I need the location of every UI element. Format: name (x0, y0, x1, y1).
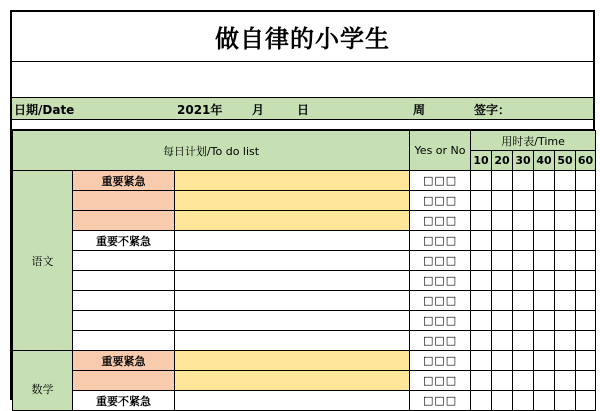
time-cell[interactable] (555, 391, 576, 411)
time-cell[interactable] (471, 331, 492, 351)
time-cell[interactable] (513, 391, 534, 411)
time-cell[interactable] (513, 331, 534, 351)
time-cell[interactable] (471, 171, 492, 191)
time-cell[interactable] (513, 211, 534, 231)
time-cell[interactable] (492, 231, 513, 251)
time-cell[interactable] (555, 311, 576, 331)
time-cell[interactable] (555, 371, 576, 391)
checkbox-cell[interactable]: □□□ (410, 271, 471, 291)
table-row (13, 371, 596, 391)
time-cell[interactable] (576, 291, 596, 311)
priority-cell[interactable] (73, 211, 175, 231)
priority-cell[interactable] (73, 291, 175, 311)
date-label: 日期/Date (14, 103, 75, 117)
page-title: 做自律的小学生 (12, 12, 593, 62)
time-cell[interactable] (555, 271, 576, 291)
yes-no-header: Yes or No (410, 131, 471, 171)
time-cell[interactable] (492, 251, 513, 271)
table-row (13, 311, 596, 331)
time-cell[interactable] (492, 271, 513, 291)
time-cell[interactable] (492, 371, 513, 391)
time-cell[interactable] (534, 391, 555, 411)
checkbox-cell[interactable]: □□□ (410, 331, 471, 351)
priority-cell[interactable] (73, 271, 175, 291)
time-cell[interactable] (513, 231, 534, 251)
time-cell[interactable] (555, 171, 576, 191)
table-row (13, 351, 596, 371)
checkbox-cell[interactable]: □□□ (410, 351, 471, 371)
time-cell[interactable] (513, 171, 534, 191)
minute-40: 40 (534, 151, 555, 171)
blank-row[interactable] (12, 62, 593, 98)
time-cell[interactable] (576, 171, 596, 191)
time-cell[interactable] (555, 211, 576, 231)
time-cell[interactable] (492, 311, 513, 331)
time-header: 用时表/Time (471, 131, 596, 151)
time-cell[interactable] (534, 231, 555, 251)
checkbox-cell[interactable]: □□□ (410, 291, 471, 311)
minute-60: 60 (576, 151, 596, 171)
time-cell[interactable] (513, 311, 534, 331)
todo-header: 每日计划/To do list (13, 131, 410, 171)
task-cell[interactable] (175, 351, 410, 371)
time-cell[interactable] (513, 251, 534, 271)
checkbox-cell[interactable]: □□□ (410, 391, 471, 411)
time-cell[interactable] (534, 211, 555, 231)
checkbox-cell[interactable]: □□□ (410, 191, 471, 211)
time-cell[interactable] (513, 371, 534, 391)
table-row (13, 191, 596, 211)
time-cell[interactable] (471, 351, 492, 371)
time-cell[interactable] (471, 291, 492, 311)
time-cell[interactable] (471, 211, 492, 231)
time-cell[interactable] (513, 271, 534, 291)
time-cell[interactable] (534, 371, 555, 391)
time-cell[interactable] (534, 251, 555, 271)
table-row (13, 391, 596, 411)
time-cell[interactable] (471, 311, 492, 331)
time-cell[interactable] (492, 291, 513, 311)
table-row (13, 271, 596, 291)
task-cell[interactable] (175, 171, 410, 191)
time-cell[interactable] (471, 391, 492, 411)
minute-30: 30 (513, 151, 534, 171)
time-cell[interactable] (513, 351, 534, 371)
time-cell[interactable] (534, 291, 555, 311)
task-cell[interactable] (175, 331, 410, 351)
time-cell[interactable] (492, 351, 513, 371)
year-label[interactable]: 2021年 (177, 103, 223, 117)
task-cell[interactable] (175, 251, 410, 271)
time-cell[interactable] (492, 211, 513, 231)
time-cell[interactable] (555, 351, 576, 371)
time-cell[interactable] (555, 191, 576, 211)
task-cell[interactable] (175, 291, 410, 311)
checkbox-cell[interactable]: □□□ (410, 371, 471, 391)
planner-sheet (10, 10, 595, 408)
time-cell[interactable] (576, 371, 596, 391)
time-cell[interactable] (471, 191, 492, 211)
time-cell[interactable] (576, 331, 596, 351)
date-row (12, 98, 593, 120)
priority-cell[interactable]: 重要不紧急 (73, 231, 175, 251)
time-cell[interactable] (576, 271, 596, 291)
table-row (13, 211, 596, 231)
priority-cell[interactable] (73, 371, 175, 391)
task-cell[interactable] (175, 271, 410, 291)
time-cell[interactable] (471, 371, 492, 391)
priority-cell[interactable] (73, 251, 175, 271)
time-cell[interactable] (534, 311, 555, 331)
task-cell[interactable] (175, 231, 410, 251)
time-cell[interactable] (534, 271, 555, 291)
task-cell[interactable] (175, 391, 410, 411)
time-cell[interactable] (576, 351, 596, 371)
time-cell[interactable] (576, 231, 596, 251)
time-cell[interactable] (513, 191, 534, 211)
checkbox-cell[interactable]: □□□ (410, 231, 471, 251)
time-cell[interactable] (534, 171, 555, 191)
time-cell[interactable] (555, 251, 576, 271)
task-cell[interactable] (175, 191, 410, 211)
time-cell[interactable] (492, 331, 513, 351)
priority-cell[interactable] (73, 311, 175, 331)
time-cell[interactable] (492, 191, 513, 211)
time-cell[interactable] (471, 271, 492, 291)
day-label[interactable]: 日 (297, 103, 310, 117)
time-cell[interactable] (555, 231, 576, 251)
subject-label: 语文 (13, 171, 73, 351)
table-row (13, 251, 596, 271)
task-cell[interactable] (175, 211, 410, 231)
minute-10: 10 (471, 151, 492, 171)
time-cell[interactable] (555, 331, 576, 351)
checkbox-cell[interactable]: □□□ (410, 211, 471, 231)
time-cell[interactable] (492, 391, 513, 411)
month-label[interactable]: 月 (252, 103, 265, 117)
table-row (13, 171, 596, 191)
task-cell[interactable] (175, 311, 410, 331)
priority-cell[interactable] (73, 191, 175, 211)
table-row (13, 291, 596, 311)
time-cell[interactable] (576, 251, 596, 271)
priority-cell[interactable]: 重要紧急 (73, 171, 175, 191)
time-cell[interactable] (471, 251, 492, 271)
minute-50: 50 (555, 151, 576, 171)
time-cell[interactable] (534, 351, 555, 371)
task-cell[interactable] (175, 371, 410, 391)
separator-row (12, 120, 593, 130)
priority-cell[interactable]: 重要紧急 (73, 351, 175, 371)
plan-table (12, 130, 596, 411)
subject-label: 数学 (13, 351, 73, 411)
time-cell[interactable] (513, 291, 534, 311)
checkbox-cell[interactable]: □□□ (410, 251, 471, 271)
week-label[interactable]: 周 (413, 103, 426, 117)
minute-20: 20 (492, 151, 513, 171)
time-cell[interactable] (534, 331, 555, 351)
time-cell[interactable] (576, 391, 596, 411)
time-cell[interactable] (576, 311, 596, 331)
time-cell[interactable] (471, 231, 492, 251)
time-cell[interactable] (576, 191, 596, 211)
priority-cell[interactable] (73, 331, 175, 351)
time-cell[interactable] (576, 211, 596, 231)
priority-cell[interactable]: 重要不紧急 (73, 391, 175, 411)
time-cell[interactable] (534, 191, 555, 211)
checkbox-cell[interactable]: □□□ (410, 171, 471, 191)
table-row (13, 331, 596, 351)
sign-label[interactable]: 签字： (474, 103, 511, 117)
time-cell[interactable] (555, 291, 576, 311)
checkbox-cell[interactable]: □□□ (410, 311, 471, 331)
time-cell[interactable] (492, 171, 513, 191)
table-row (13, 231, 596, 251)
